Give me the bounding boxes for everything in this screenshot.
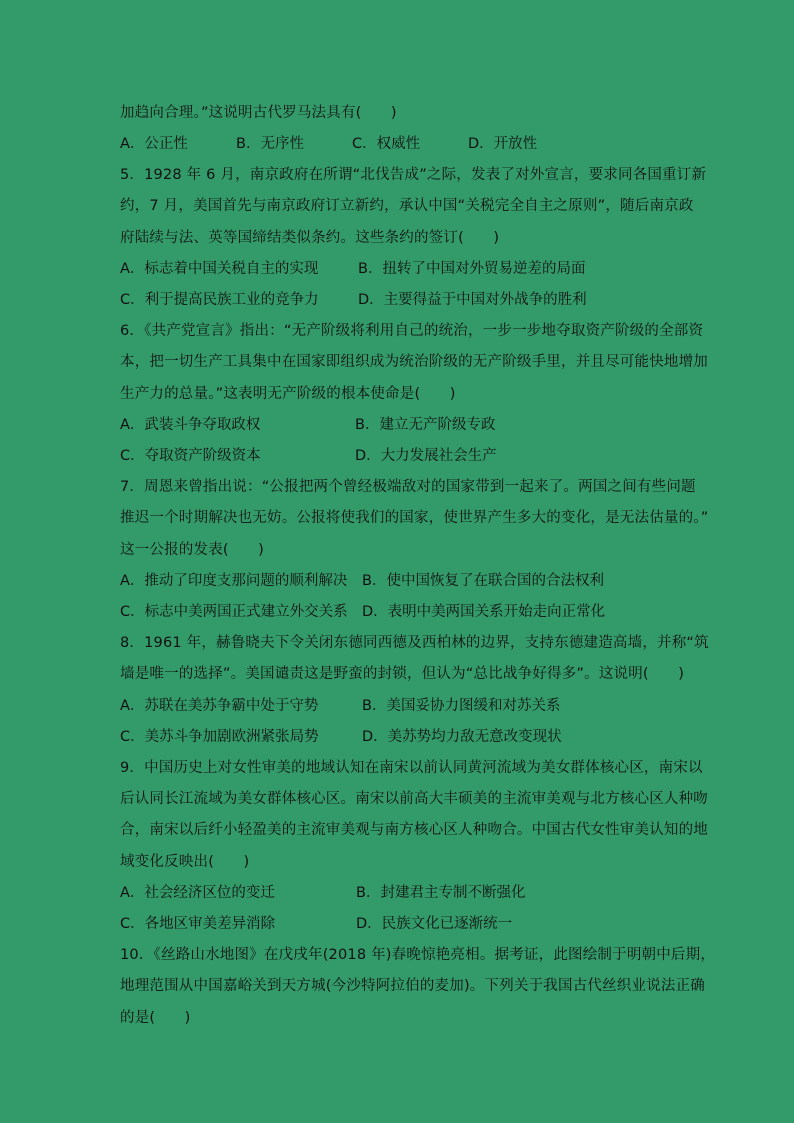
q8-stem-line-2: 墙是唯一的选择”。美国谴责这是野蛮的封锁，但认为“总比战争好得多”。这说明( ) — [120, 666, 685, 682]
q6-option-c: C．夺取资产阶级资本 — [120, 448, 261, 464]
q8-option-d: D．美苏势均力敌无意改变现状 — [362, 729, 562, 745]
q6-option-a: A．武装斗争夺取政权 — [120, 417, 261, 433]
q7-stem-line-3: 这一公报的发表( ) — [120, 542, 265, 558]
q9-option-b: B．封建君主专制不断强化 — [356, 885, 526, 901]
q8-option-c: C．美苏斗争加剧欧洲紧张局势 — [120, 729, 319, 745]
q7-option-c: C．标志中美两国正式建立外交关系 — [120, 604, 348, 620]
q5-stem-line-1: 5．1928 年 6 月，南京政府在所谓“北伐告成”之际，发表了对外宣言，要求同各国重订新 — [120, 167, 707, 183]
q6-stem-line-1: 6．《共产党宣言》指出：“无产阶级将利用自己的统治，一步一步地夺取资产阶级的全部资 — [120, 323, 704, 339]
q4-option-c: C．权威性 — [352, 136, 421, 152]
q5-option-a: A．标志着中国关税自主的实现 — [120, 261, 319, 277]
q7-option-d: D．表明中美两国关系开始走向正常化 — [362, 604, 606, 620]
q4-option-d: D．开放性 — [468, 136, 538, 152]
q10-stem-line-1: 10．《丝路山水地图》在戊戌年(2018 年)春晚惊艳亮相。据考证，此图绘制于明朝中后期， — [120, 947, 716, 963]
q4-option-b: B．无序性 — [236, 136, 304, 152]
q5-stem-line-3: 府陆续与法、英等国缔结类似条约。这些条约的签订( ) — [120, 230, 500, 246]
q5-option-b: B．扭转了中国对外贸易逆差的局面 — [358, 261, 586, 277]
q5-option-d: D．主要得益于中国对外战争的胜利 — [358, 292, 587, 308]
q7-option-b: B．使中国恢复了在联合国的合法权利 — [362, 573, 604, 589]
q9-stem-line-2: 后认同长江流域为美女群体核心区。南宋以前高大丰硕美的主流审美观与北方核心区人种吻 — [120, 791, 708, 807]
q4-stem-tail: 加趋向合理。”这说明古代罗马法具有( ) — [120, 105, 397, 121]
q5-stem-line-2: 约，7 月，美国首先与南京政府订立新约，承认中国“关税完全自主之原则”，随后南京政 — [120, 198, 694, 214]
q8-stem-line-1: 8．1961 年，赫鲁晓夫下令关闭东德同西德及西柏林的边界，支持东德建造高墙，并称“筑 — [120, 635, 709, 651]
q9-option-a: A．社会经济区位的变迁 — [120, 885, 275, 901]
q5-option-c: C．利于提高民族工业的竞争力 — [120, 292, 319, 308]
q4-option-a: A．公正性 — [120, 136, 188, 152]
q10-stem-line-3: 的是( ) — [120, 1010, 191, 1026]
q6-option-b: B．建立无产阶级专政 — [355, 417, 496, 433]
q6-stem-line-3: 生产力的总量。”这表明无产阶级的根本使命是( ) — [120, 386, 456, 402]
q10-stem-line-2: 地理范围从中国嘉峪关到天方城(今沙特阿拉伯的麦加)。下列关于我国古代丝织业说法正确 — [120, 978, 706, 994]
q8-option-b: B．美国妥协力图缓和对苏关系 — [362, 698, 561, 714]
q7-option-a: A．推动了印度支那问题的顺利解决 — [120, 573, 348, 589]
q7-stem-line-1: 7．周恩来曾指出说：“公报把两个曾经极端敌对的国家带到一起来了。两国之间有些问题 — [120, 479, 696, 495]
q9-stem-line-3: 合，南宋以后纤小轻盈美的主流审美观与南方核心区人种吻合。中国古代女性审美认知的地 — [120, 822, 708, 838]
q6-stem-line-2: 本，把一切生产工具集中在国家即组织成为统治阶级的无产阶级手里，并且尽可能快地增加 — [120, 354, 708, 370]
q9-option-c: C．各地区审美差异消除 — [120, 916, 276, 932]
q9-option-d: D．民族文化已逐渐统一 — [356, 916, 513, 932]
q9-stem-line-4: 域变化反映出( ) — [120, 854, 250, 870]
q8-option-a: A．苏联在美苏争霸中处于守势 — [120, 698, 319, 714]
q7-stem-line-2: 推迟一个时期解决也无妨。公报将使我们的国家，使世界产生多大的变化，是无法估量的。” — [120, 510, 709, 526]
q6-option-d: D．大力发展社会生产 — [355, 448, 497, 464]
q9-stem-line-1: 9．中国历史上对女性审美的地域认知在南宋以前认同黄河流域为美女群体核心区，南宋以 — [120, 760, 703, 776]
